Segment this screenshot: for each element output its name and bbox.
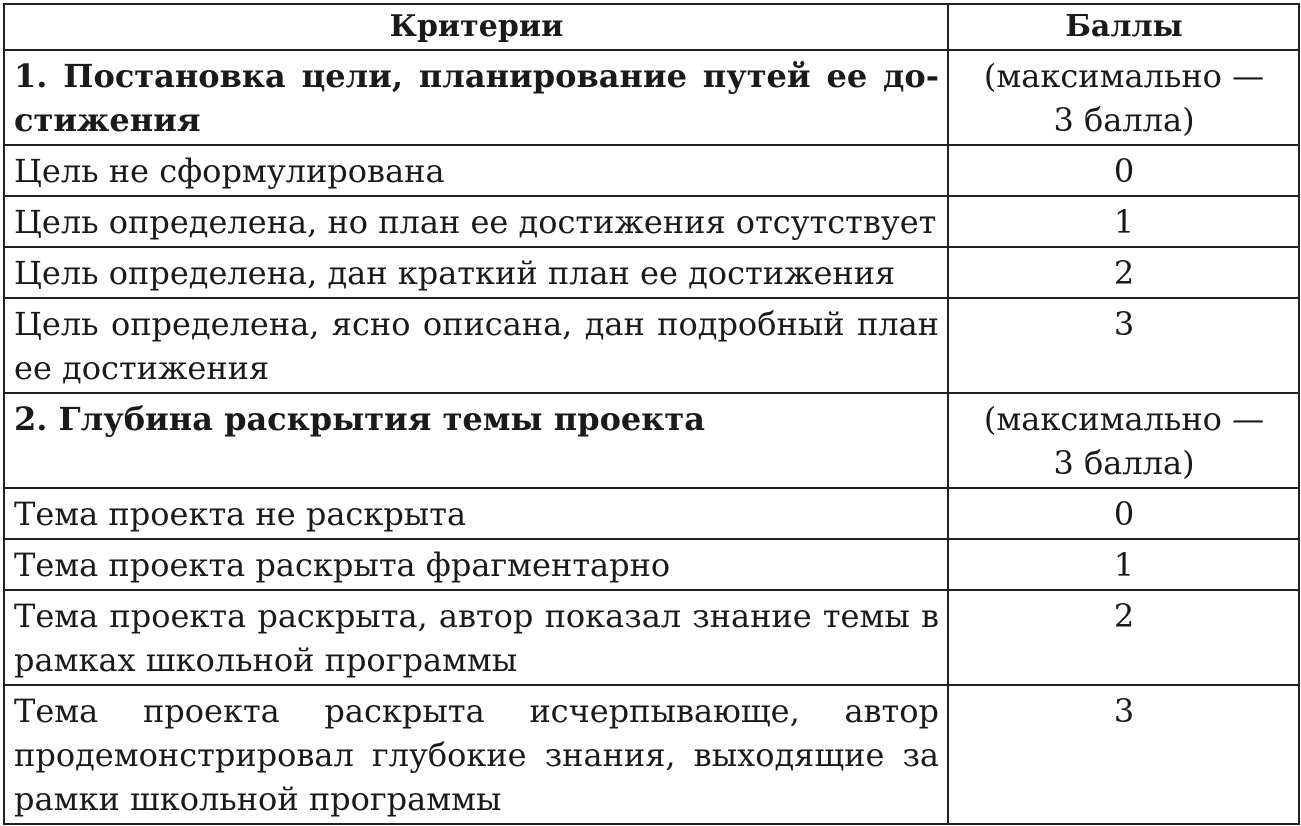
table-row xyxy=(4,590,1299,685)
max-score-line: 3 балла) xyxy=(1053,101,1195,139)
criterion-text: Тема проекта раскрыта фрагментарно xyxy=(4,539,948,590)
criterion-score: 2 xyxy=(948,590,1299,685)
table-row xyxy=(4,298,1299,393)
table-row xyxy=(4,196,1299,247)
max-score-line: (максимально — xyxy=(983,400,1265,438)
max-score-line: 3 балла) xyxy=(1053,444,1195,482)
criterion-score: 0 xyxy=(948,145,1299,196)
section-row xyxy=(4,393,1299,488)
criterion-text: Тема проекта не раскрыта xyxy=(4,488,948,539)
section-max-score xyxy=(948,393,1299,488)
table-row xyxy=(4,145,1299,196)
criterion-text: Тема проекта раскрыта исчерпывающе, автор продемонстрировал глубокие знания, выходящие за рамки школьной программы xyxy=(4,685,948,824)
section-title: 2. Глубина раскрытия темы проекта xyxy=(4,393,948,488)
criterion-text: Тема проекта раскрыта, автор показал знание темы в рамках школьной программы xyxy=(4,590,948,685)
criterion-score: 3 xyxy=(948,685,1299,824)
criteria-header: Критерии xyxy=(4,4,948,50)
criterion-score: 1 xyxy=(948,539,1299,590)
criterion-score: 3 xyxy=(948,298,1299,393)
criterion-score: 2 xyxy=(948,247,1299,298)
header-row xyxy=(4,4,1299,50)
criterion-text: Цель определена, но план ее достижения отсутствует xyxy=(4,196,948,247)
criteria-table xyxy=(3,3,1300,825)
section-title: 1. Постановка цели, планирование путей ее достижения xyxy=(4,50,948,145)
table-row xyxy=(4,685,1299,824)
criterion-text: Цель определена, дан краткий план ее достижения xyxy=(4,247,948,298)
criterion-text: Цель не сформулирована xyxy=(4,145,948,196)
criterion-score: 0 xyxy=(948,488,1299,539)
criterion-score: 1 xyxy=(948,196,1299,247)
section-max-score xyxy=(948,50,1299,145)
table-row xyxy=(4,247,1299,298)
section-row xyxy=(4,50,1299,145)
criterion-text: Цель определена, ясно описана, дан подробный план ее достижения xyxy=(4,298,948,393)
table-row xyxy=(4,539,1299,590)
table-row xyxy=(4,488,1299,539)
points-header: Баллы xyxy=(948,4,1299,50)
max-score-line: (максимально — xyxy=(983,57,1265,95)
